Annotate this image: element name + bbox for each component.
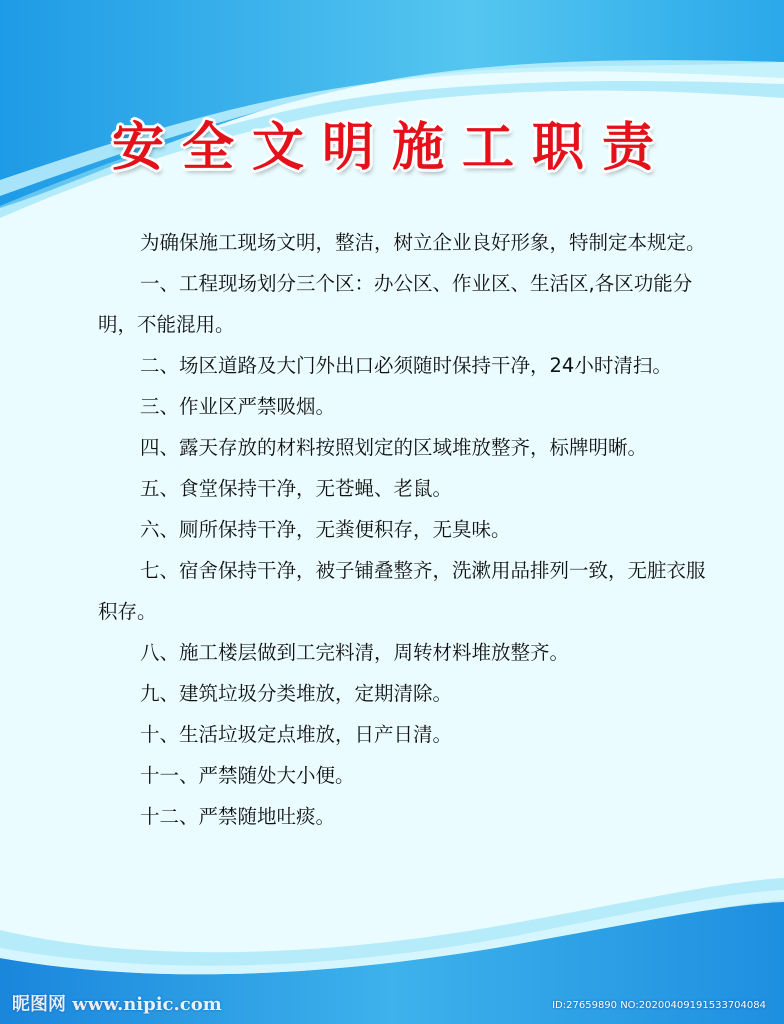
rule-item-9: 九、建筑垃圾分类堆放，定期清除。 [140,682,453,705]
rule-item-11: 十一、严禁随处大小便。 [140,764,355,787]
rule-item-2: 二、场区道路及大门外出口必须随时保持干净，24小时清扫。 [140,354,672,377]
rule-item-10: 十、生活垃圾定点堆放，日产日清。 [140,723,453,746]
rule-item-4: 四、露天存放的材料按照划定的区域堆放整齐，标牌明晰。 [140,436,648,459]
rule-item-7: 七、宿舍保持干净，被子铺叠整齐，洗漱用品排列一致，无脏衣服积存。 [98,559,706,623]
rule-item-8: 八、施工楼层做到工完料清，周转材料堆放整齐。 [140,641,570,664]
rule-item-5: 五、食堂保持干净，无苍蝇、老鼠。 [140,477,453,500]
regulations-body [98,222,718,837]
image-id-line: ID:27659890 NO:20200409191533704084 [552,1000,766,1011]
page-title: 安全文明施工职责 [111,117,672,178]
rule-item-3: 三、作业区严禁吸烟。 [140,395,336,418]
intro-paragraph: 为确保施工现场文明，整洁，树立企业良好形象，特制定本规定。 [140,231,706,254]
rule-item-6: 六、厕所保持干净，无粪便积存，无臭味。 [140,518,511,541]
rule-item-1: 一、工程现场划分三个区：办公区、作业区、生活区,各区功能分明，不能混用。 [98,272,693,336]
watermark-logo: 昵图网 www.nipic.com [12,994,222,1015]
rule-item-12: 十二、严禁随地吐痰。 [140,805,336,828]
